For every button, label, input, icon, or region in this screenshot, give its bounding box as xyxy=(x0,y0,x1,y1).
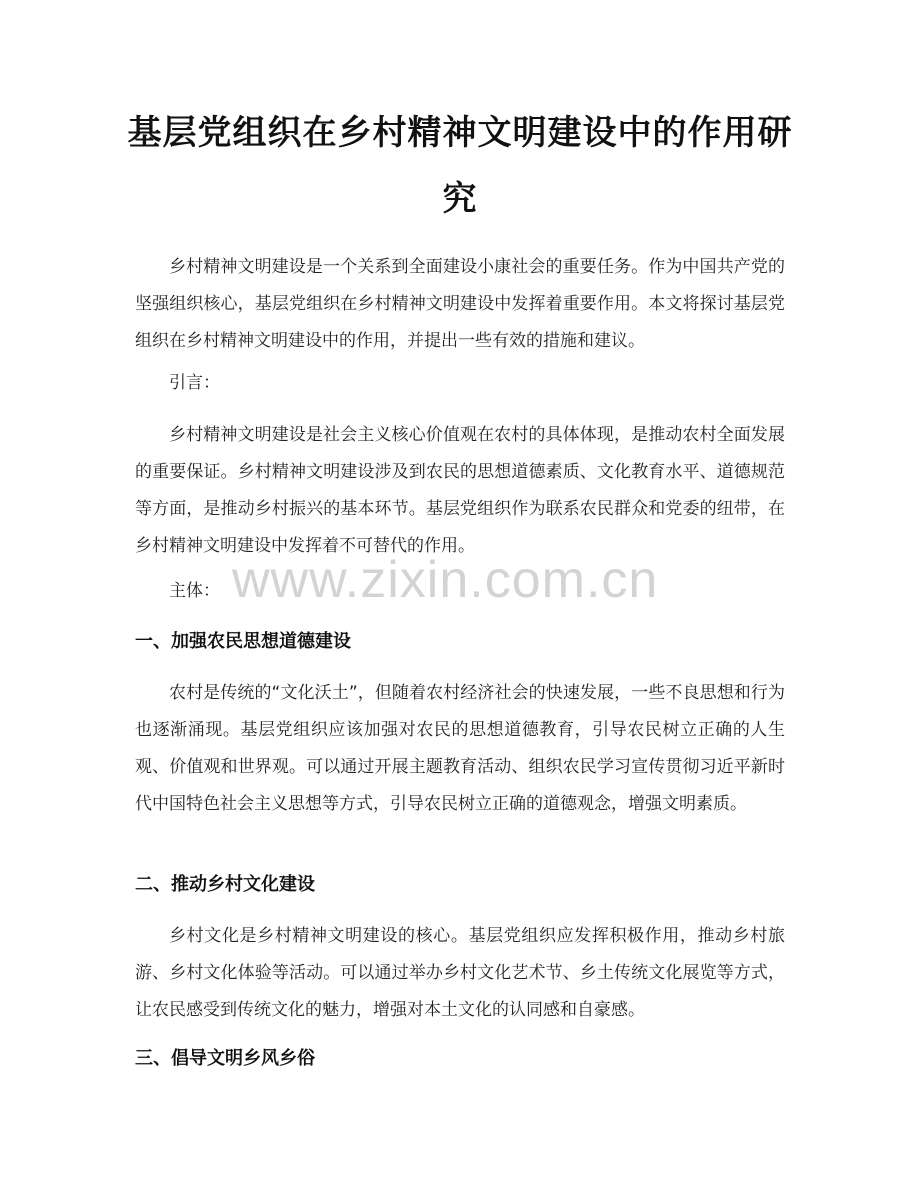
section-paragraph-1: 农村是传统的“文化沃土”，但随着农村经济社会的快速发展，一些不良思想和行为也逐渐涌现。基层党组织应该加强对农民的思想道德教育，引导农民树立正确的人生观、价值观和世界观。可以通过开展主题教育活动、组织农民学习宣传贯彻习近平新时代中国特色社会主义思想等方式，引导农民树立正确的道德观念，增强文明素质。 xyxy=(135,683,785,814)
section-paragraph-2: 乡村文化是乡村精神文明建设的核心。基层党组织应发挥积极作用，推动乡村旅游、乡村文化体验等活动。可以通过举办乡村文化艺术节、乡土传统文化展览等方式，让农民感受到传统文化的魅力，增强对本土文化的认同感和自豪感。 xyxy=(135,926,785,1020)
section-heading-3: 三、倡导文明乡风乡俗 xyxy=(135,1048,315,1069)
intro-label: 引言： xyxy=(169,373,220,393)
document-title: 基层党组织在乡村精神文明建设中的作用研究 xyxy=(127,113,793,219)
watermark: www.zixin.com.cn xyxy=(232,551,659,609)
section-heading-2: 二、推动乡村文化建设 xyxy=(135,874,315,895)
intro-paragraph: 乡村精神文明建设是社会主义核心价值观在农村的具体体现，是推动农村全面发展的重要保证。乡村精神文明建设涉及到农民的思想道德素质、文化教育水平、道德规范等方面，是推动乡村振兴的基本环节。基层党组织作为联系农民群众和党委的纽带，在乡村精神文明建设中发挥着不可替代的作用。 xyxy=(135,425,785,556)
abstract-paragraph: 乡村精神文明建设是一个关系到全面建设小康社会的重要任务。作为中国共产党的坚强组织核心，基层党组织在乡村精神文明建设中发挥着重要作用。本文将探讨基层党组织在乡村精神文明建设中的作用，并提出一些有效的措施和建议。 xyxy=(135,257,785,351)
section-heading-1: 一、加强农民思想道德建设 xyxy=(135,631,351,652)
body-label: 主体： xyxy=(169,581,220,601)
